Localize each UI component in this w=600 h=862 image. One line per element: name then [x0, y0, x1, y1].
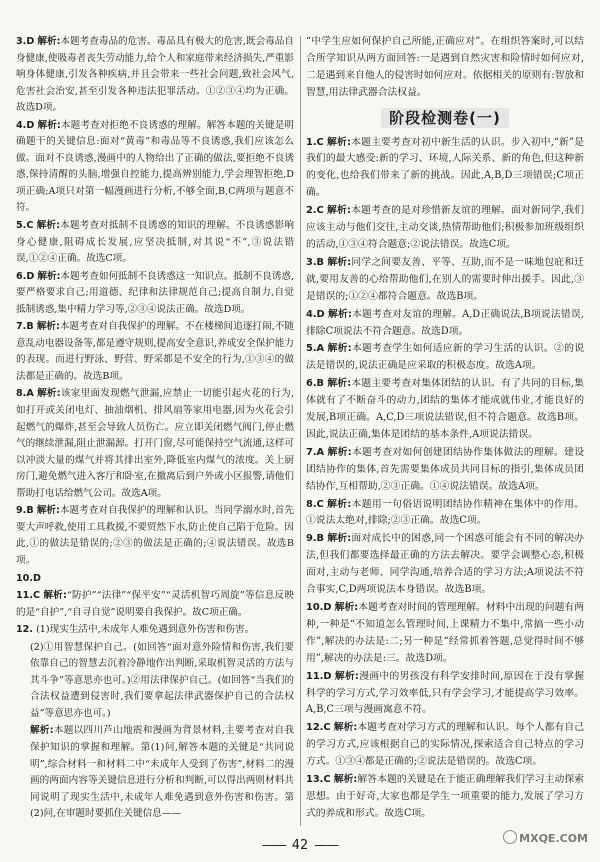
question-number: 9.B	[306, 533, 325, 545]
question-number: 10.D	[16, 572, 41, 584]
answer-text: 本题考查对自我保护的理解。不在楼梯间追逐打闹,不随意乱动电器设备等,都是遵守规则,提高安全意识,养成安全保护能力的表现。而进行野泳、野营、野采都是不安全的行为,①③④的做法都是正确的。故选B项。	[16, 321, 294, 382]
question-number: 9.B	[16, 505, 34, 517]
analysis-label: 解析:	[327, 343, 352, 355]
answer-item	[16, 319, 294, 385]
analysis-label: 解析:	[334, 670, 359, 682]
answer-text: 本题考查对拒绝不良诱惑的理解。解答本题的关键是明确题干的关键信息:面对“黄毒”和毒品等不良诱惑,我们应该怎么做。面对不良诱惑,漫画中的人物给出了正确的做法,要拒绝不良诱惑,保持清醒的头脑,增强自控能力,提高辨别能力,学会理智拒绝,D项正确;A项只对第一幅漫画进行分析,不够全面,B,C两项与题意不符。	[16, 119, 295, 214]
analysis-label: 解析:	[327, 205, 351, 217]
question-number: 12.	[16, 624, 33, 636]
analysis-label: 解析:	[37, 270, 61, 282]
answer-text: 本题考查对自我保护的理解和认识。当同学溺水时,首先要大声呼救,使用工具救援,不要贸然下水,防止使自己陷于危险。因此,①的做法是错误的;②③的做法是正确的;④说法错误。故选B项。	[16, 505, 294, 566]
answer-text: 面对成长中的困惑,同一个困惑可能会有不同的解决办法,但我们都要选择最正确的方法去解决。要学会调整心态,积极面对,主动与老师、同学沟通,培养合适的学习方法;A项说法不符合事实,C,D两项说法本身错误。故选B项。	[306, 533, 584, 596]
answer-text: 本题考查对学习方式的理解和认识。每个人都有自己的学习方式,应该根据自己的实际情况,探索适合自己特点的学习方式。①③④都是正确的;②说法是错误的。故选C项。	[306, 722, 585, 768]
answer-item	[306, 135, 584, 203]
answer-item	[306, 376, 584, 444]
section-title: 阶段检测卷(一)	[306, 110, 584, 127]
answer-item	[16, 269, 294, 319]
analysis-label: 解析:	[37, 119, 61, 131]
answer-text: 漫画中的男孩没有科学安排时间,原因在于没有掌握科学的学习方式,学习效率低,只有学会学习,才能提高学习效率。A,B,C三项与漫画寓意不符。	[306, 670, 585, 716]
question-number: 2.C	[306, 205, 324, 217]
analysis-label: 解析:	[327, 446, 352, 458]
answer-item	[16, 503, 294, 569]
watermark: MXQE.COM	[503, 830, 588, 845]
question-number: 10.D	[306, 602, 332, 613]
question-number: 5.C	[16, 220, 34, 232]
answer-item	[306, 600, 584, 668]
question-number: 11.D	[306, 670, 332, 682]
answer-text: (1)现实生活中,未成年人难免遇到意外伤害和伤害。	[36, 624, 255, 636]
answer-item	[16, 118, 294, 217]
answer-text: 本题以四川芦山地震和漫画为背景材料,主要考查对自我保护知识的掌握和理解。第(1)问,解答本题的关键是“共同说明”,综合材料一和材料二中“未成年人受到了伤害”,材料二的漫画的两面内容等关键信息进行分析和判断,可以得出两则材料共同说明了现实生活中,未成年人难免遇到意外伤害和伤害。第(2)问,在审题时要抓住关键信息——	[30, 725, 294, 820]
answer-item	[306, 341, 584, 375]
answer-item	[16, 723, 294, 822]
answer-item	[306, 531, 584, 599]
analysis-label: 解析:	[333, 722, 358, 734]
answer-item	[306, 772, 584, 823]
question-number: 13.C	[306, 774, 331, 786]
answer-item	[16, 571, 294, 588]
analysis-label: 解析:	[327, 378, 352, 390]
answer-item	[16, 34, 294, 117]
answer-text: 该家里面发现燃气泄漏,应禁止一切能引起火花的行为,如打开或关闭电灯、抽油烟机、排风扇等家用电器,因为火花会引起燃气的爆炸,甚至会导致人员伤亡。应立即关闭燃气阀门,停止燃气的继续泄漏,阻止泄漏源。打开门窗,尽可能保持空气流通,这样可以冲淡大量的煤气并将其排出室外,降低室内煤气的浓度。关上厨房门,避免燃气进入客厅和卧室,在撤离后到户外或小区报警,请他们帮助打电话给燃气公司。故选A项。	[16, 388, 294, 499]
question-number: 1.C	[306, 136, 324, 148]
answer-item	[16, 640, 294, 723]
answer-item	[306, 445, 584, 496]
question-number: 5.A	[306, 343, 325, 355]
analysis-label: 解析:	[327, 498, 352, 510]
analysis-label: 解析:	[37, 388, 61, 400]
continued-explanation: “中学生应如何保护自己所能,正确应对”。在组织答案时,可以结合所学知识从两方面回答:一是遇到自然灾害和险情时如何应对,二是遇到来自他人的侵害时如何应对。依据相关的原则有:智放和智慧,用法律武器合法权益。	[306, 36, 584, 98]
answer-item	[16, 218, 294, 268]
left-column	[16, 34, 294, 824]
question-number: 8.A	[16, 388, 34, 400]
answer-item	[306, 203, 584, 254]
question-number: 4.D	[16, 119, 35, 131]
answer-text: 本题主要考查对初中新生活的认识。步入初中,“新”是我们的最大感受:新的学习、环境,人际关系、新的角色,但这种新的变化,也给我们带来了新的挑战。因此,A,B,D三项错误;C项正确。	[306, 136, 585, 199]
analysis-label: 解析:	[327, 256, 352, 268]
question-number: 4.D	[306, 308, 325, 320]
question-number: 7.A	[306, 446, 325, 458]
answer-text: 解答本题的关键是在于能正确理解我们学习主动探索思想。由于好奇,大家也都是学生一项重要的能力,发展了学习方式的养成和形式。故选C项。	[306, 774, 585, 819]
answer-text: 同学之间要友善、平等、互助,而不是一味地包庇和迁就,要用友善的心给帮助他们,在别人的需要时伸出援手。因此,③是错误的;①②④都符合题意。故选B项。	[306, 256, 584, 302]
right-column	[306, 34, 584, 824]
answer-item	[16, 588, 294, 621]
answer-text: “防护”“法律”“保平安”“灵活机智巧周旋”等信息反映的是“自护”,“自寻自觉”说明要自我保护。故C项正确。	[16, 590, 294, 618]
answer-item	[16, 386, 294, 502]
answer-text: 本题用一句俗语说明团结协作精神在集体中的作用。①说法太绝对,排除;②③正确。故选C项。	[306, 498, 584, 527]
analysis-label: 解析:	[36, 321, 60, 333]
question-number: 12.C	[306, 722, 331, 734]
question-number: 3.D	[16, 36, 35, 47]
watermark-logo-icon	[503, 830, 517, 844]
question-number: 6.B	[306, 378, 325, 390]
analysis-label: 解析:	[36, 505, 60, 517]
analysis-label: 解析:	[328, 308, 352, 320]
analysis-label: 解析:	[36, 220, 60, 232]
question-number: 7.B	[16, 321, 34, 333]
analysis-label: 解析:	[333, 774, 358, 786]
analysis-label: 解析:	[334, 602, 359, 613]
answer-text: 本题考查对抵制不良诱惑的知识的理解。不良诱惑影响身心健康,阻碍成长发展,应坚决抵制,对其说“不”,③说法错误,①②④正确。故选C项。	[16, 220, 294, 265]
question-number: 6.D	[16, 270, 35, 282]
analysis-label: 解析:	[327, 136, 351, 148]
analysis-label: 解析:	[30, 725, 54, 737]
answer-item	[306, 669, 584, 720]
question-number: 11.C	[16, 590, 41, 602]
answer-text: 本题考查对时间的管理理解。材料中出现的问题有两种,一种是“不知道怎么管理时间,上课精力不集中,常搞一些小动作”,解决的办法是:二;另一种是“经常抓着答题,总觉得时间不够用”,解决的办法是:三。故选D项。	[306, 602, 585, 664]
question-number: 3.B	[306, 256, 325, 268]
answer-text: 本题考查的是对珍惜新友谊的理解。面对新同学,我们应该主动与他们交往,主动交谈,热情帮助他们;积极参加班级组织的活动,①③④符合题意;②说法错误。故选C项。	[306, 205, 584, 250]
answer-text: 本题考查对友谊的理解。A,D正确说法,B项说法错误,排除C项说法不符合题意。故选D项。	[306, 308, 584, 337]
analysis-label: 解析:	[43, 590, 67, 602]
column-divider	[300, 36, 301, 826]
answer-text: 本题考查学生如何适应新的学习生活的认识。②的说法是错误的,说法正确是应采取的积极态度。故选A项。	[306, 343, 584, 372]
answer-text: 本题主要考查对集体团结的认识。有了共同的目标,集体就有了不断奋斗的动力,团结的集体才能成就伟业,才能良好的发展,B项正确。A,C,D三项说法错误,但不符合题意。故选B项。因此,说法正确,集体是团结的基本条件,A项说法错误。	[306, 378, 584, 440]
answer-text: 本题考查对如何创建团结协作集体做法的理解。建设团结协作的集体,首先需要集体成员共同目标的指引,集体成员团结协作,互相帮助,②③正确。①④说法错误。故选A项。	[306, 446, 584, 492]
answer-text: 本题考查如何抵制不良诱惑这一知识点。抵制不良诱惑,要严格要求自己;用道德、纪律和法律规范自己;提高自制力,自觉抵制诱惑,集中精力学习等,②③④说法正确。故选D项。	[16, 270, 294, 315]
page-number: —— 42 ——	[261, 838, 339, 853]
question-number: 8.C	[306, 498, 324, 510]
answer-item	[306, 307, 584, 341]
answer-item	[16, 622, 294, 639]
answer-item	[306, 255, 584, 306]
analysis-label: 解析:	[327, 533, 352, 545]
answer-item	[306, 497, 584, 531]
answer-item	[306, 720, 584, 771]
answer-text: 本题考查毒品的危害。毒品具有极大的危害,既会毒品自身健康,使吸毒者丧失劳动能力,给个人和家庭带来经济损失,严重影响身体健康,引发各种疾病,并且会带来一些社会问题,致社会风气,危害社会治安,甚至引发各种违法犯罪活动。①②③④均为正确。故选D项。	[16, 36, 294, 114]
analysis-label: 解析:	[37, 36, 61, 47]
answer-text: (2)①用智慧保护自己。(如回答“面对意外险情和伤害,我们要依靠自己的智慧去沉着冷静地作出判断,采取机智灵活的方法与其斗争”等意思亦也可。)②用法律保护自己。(如回答“当我们的合法权益遭到侵害时,我们要拿起法律武器保护自己的合法权益”等意思亦也可。)	[30, 641, 294, 719]
